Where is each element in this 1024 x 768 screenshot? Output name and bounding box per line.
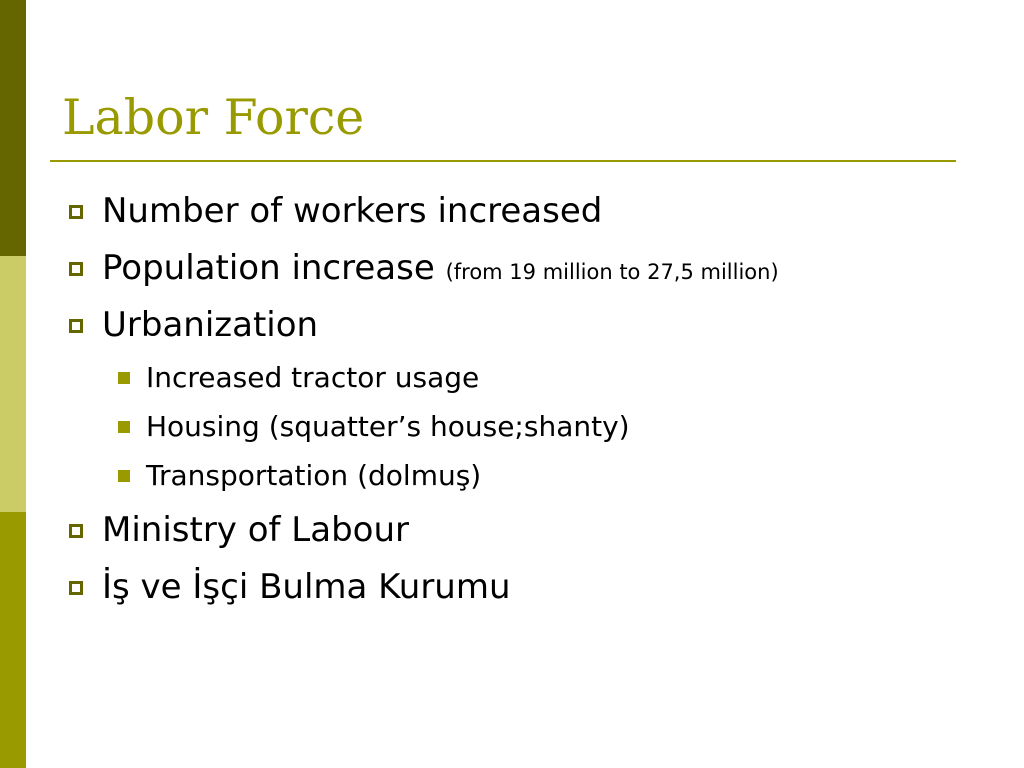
- sub-bullet-text: Transportation (dolmuş): [146, 459, 482, 492]
- bullet-main-text: Population increase: [102, 248, 435, 288]
- bullet-text: Number of workers increased: [102, 191, 603, 231]
- sub-bullet-text: Increased tractor usage: [146, 361, 480, 394]
- hollow-square-bullet-icon: [69, 319, 83, 333]
- hollow-square-bullet-icon: [69, 262, 83, 276]
- bullet-note: (from 19 million to 27,5 million): [445, 260, 779, 284]
- hollow-square-bullet-icon: [69, 524, 83, 538]
- solid-square-bullet-icon: [118, 470, 130, 482]
- bullet-text: Urbanization: [102, 305, 319, 345]
- hollow-square-bullet-icon: [69, 581, 83, 595]
- bullet-text: Ministry of Labour: [102, 510, 409, 550]
- bullet-text: [102, 248, 779, 292]
- slide-title: Labor Force: [62, 89, 365, 146]
- solid-square-bullet-icon: [118, 372, 130, 384]
- hollow-square-bullet-icon: [69, 205, 83, 219]
- sub-bullet-text: Housing (squatter’s house;shanty): [146, 410, 630, 443]
- solid-square-bullet-icon: [118, 421, 130, 433]
- bullet-text: İş ve İşçi Bulma Kurumu: [102, 567, 511, 607]
